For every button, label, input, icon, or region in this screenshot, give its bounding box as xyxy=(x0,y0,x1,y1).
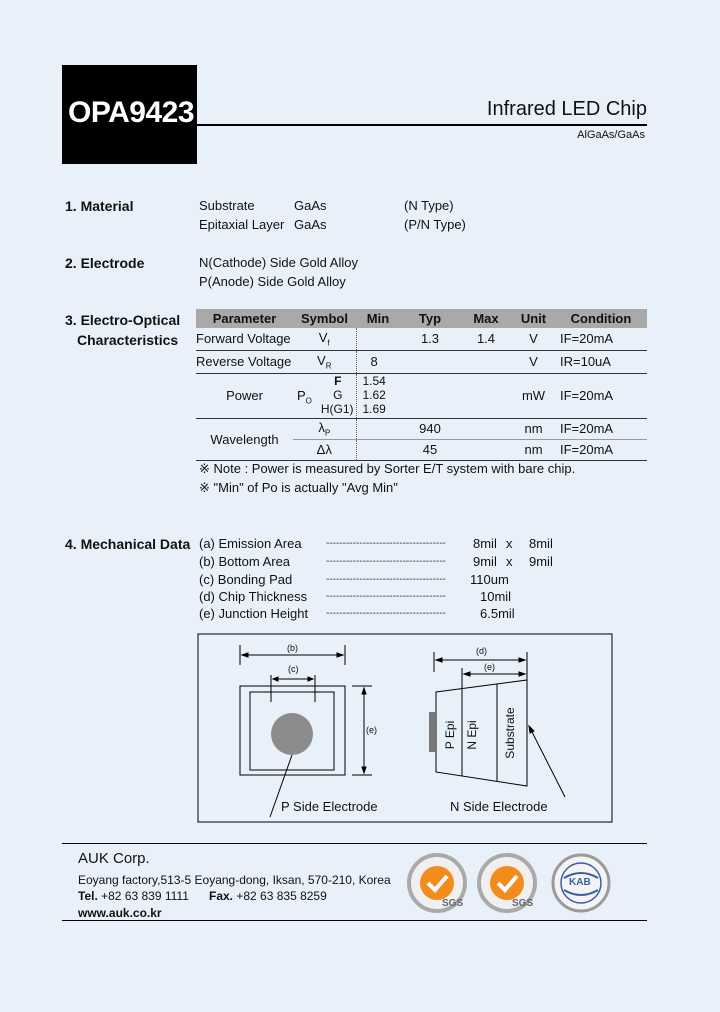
bonding-pad xyxy=(271,713,313,755)
footer-bottom-line xyxy=(62,920,647,921)
wavelength-peak-typ: 940 xyxy=(400,418,460,439)
grade-h: H(G1) xyxy=(320,401,354,416)
company-name: AUK Corp. xyxy=(78,850,150,867)
product-title: Infrared LED Chip xyxy=(486,98,647,120)
n-electrode-pad xyxy=(429,712,435,752)
bottom-area-label: (b) Bottom Area xyxy=(199,554,291,569)
electrode-n-side: N(Cathode) Side Gold Alloy xyxy=(199,255,358,270)
wavelength-peak-symbol: $\lambda_P$ xyxy=(293,418,356,439)
material-type: AlGaAs/GaAs xyxy=(577,129,645,141)
material-heading: 1. Material xyxy=(65,198,134,214)
wavelength-width-symbol: Δλ xyxy=(316,442,332,457)
forward-symbol: $V_f$ xyxy=(318,329,330,348)
col-typ: Typ xyxy=(400,309,460,328)
dim-b-label: (b) xyxy=(287,643,298,653)
wavelength-width-unit: nm xyxy=(524,442,543,457)
wavelength-peak-cond: IF=20mA xyxy=(555,418,647,439)
forward-param: Forward Voltage xyxy=(196,331,291,347)
cert-badge-1-label: SGS xyxy=(442,898,464,909)
wavelength-peak-unit: nm xyxy=(512,418,555,439)
bottom-area-x: x xyxy=(506,554,513,569)
chip-thickness-dash: ------------------------------------ xyxy=(326,591,446,602)
power-param: Power xyxy=(226,388,263,403)
chip-thickness-v1: 10mil xyxy=(480,589,512,604)
company-address: Eoyang factory,513-5 Eoyang-dong, Iksan, 570-210, Korea xyxy=(78,873,391,887)
bonding-pad-v1: 110um xyxy=(470,572,509,587)
reverse-cond: IR=10uA xyxy=(560,354,611,369)
wavelength-width-cond: IF=20mA xyxy=(560,442,614,457)
bottom-area-dash: ------------------------------------ xyxy=(326,556,446,567)
substrate-type: (N Type) xyxy=(404,198,454,213)
grade-g: G xyxy=(333,387,343,402)
dim-e-left-label: (e) xyxy=(366,725,377,735)
col-unit: Unit xyxy=(512,309,555,328)
epitaxial-label: Epitaxial Layer xyxy=(199,217,285,232)
power-unit: mW xyxy=(521,388,546,403)
power-min-h: 1.69 xyxy=(362,401,386,416)
chip-thickness-label: (d) Chip Thickness xyxy=(199,589,308,604)
company-phone: Tel. +82 63 839 1111 xyxy=(78,889,189,903)
emission-area-v2: 8mil xyxy=(529,536,553,551)
reverse-unit: V xyxy=(529,354,538,369)
company-fax: Fax. +82 63 835 8259 xyxy=(209,889,327,903)
epitaxial-value: GaAs xyxy=(294,217,327,232)
emission-area-x: x xyxy=(506,536,513,551)
bottom-area-v1: 9mil xyxy=(473,554,497,569)
n-epi-label: N Epi xyxy=(465,720,479,750)
epitaxial-type: (P/N Type) xyxy=(404,217,466,232)
emission-area-v1: 8mil xyxy=(473,536,497,551)
note-power: ※ Note : Power is measured by Sorter E/T system with bare chip. xyxy=(199,461,576,476)
junction-height-dash: ------------------------------------ xyxy=(326,608,446,619)
col-condition: Condition xyxy=(555,309,647,328)
forward-typ: 1.3 xyxy=(420,331,440,347)
part-number: OPA9423 xyxy=(68,96,195,129)
substrate-label-diagram: Substrate xyxy=(503,707,517,759)
wavelength-param: Wavelength xyxy=(196,418,293,460)
characteristics-heading: Characteristics xyxy=(77,332,179,348)
reverse-symbol: $V_R$ xyxy=(317,352,332,371)
wavelength-width-typ: 45 xyxy=(422,442,438,457)
reverse-min: 8 xyxy=(356,350,400,373)
col-min: Min xyxy=(356,309,400,328)
emission-area-dash: ------------------------------------ xyxy=(326,538,446,549)
bonding-pad-label: (c) Bonding Pad xyxy=(199,572,293,587)
col-max: Max xyxy=(460,309,512,328)
reverse-param: Reverse Voltage xyxy=(196,354,292,369)
footer-top-line xyxy=(62,843,647,844)
dim-d-label: (d) xyxy=(476,646,487,656)
cert-badge-kab-label: KAB xyxy=(569,877,591,888)
electro-optical-heading: 3. Electro-Optical xyxy=(65,312,181,328)
forward-unit: V xyxy=(529,331,538,347)
dim-c-label: (c) xyxy=(288,664,299,674)
dim-e-right-label: (e) xyxy=(484,662,495,672)
diagram-frame xyxy=(198,634,612,822)
top-view xyxy=(240,645,372,817)
emission-area-label: (a) Emission Area xyxy=(199,536,302,551)
col-parameter: Parameter xyxy=(196,309,293,328)
bonding-pad-dash: ------------------------------------ xyxy=(326,574,446,585)
forward-cond: IF=20mA xyxy=(560,331,614,347)
cert-badge-2-label: SGS xyxy=(512,898,534,909)
mechanical-heading: 4. Mechanical Data xyxy=(65,536,191,552)
power-symbol: $P_O$ xyxy=(297,387,312,406)
p-epi-label: P Epi xyxy=(443,720,457,750)
grade-f: F xyxy=(334,373,342,388)
electrode-p-side: P(Anode) Side Gold Alloy xyxy=(199,274,346,289)
electrode-heading: 2. Electrode xyxy=(65,255,145,271)
substrate-label: Substrate xyxy=(199,198,255,213)
substrate-value: GaAs xyxy=(294,198,327,213)
forward-max: 1.4 xyxy=(476,331,496,347)
bottom-area-v2: 9mil xyxy=(529,554,553,569)
power-min-f: 1.54 xyxy=(362,373,386,388)
company-website[interactable]: www.auk.co.kr xyxy=(78,906,162,920)
col-symbol: Symbol xyxy=(293,309,356,328)
p-side-electrode-label: P Side Electrode xyxy=(281,799,378,814)
note-min: ※ "Min" of Po is actually "Avg Min" xyxy=(199,480,398,495)
power-min-g: 1.62 xyxy=(362,387,386,402)
power-cond: IF=20mA xyxy=(560,388,614,403)
n-side-electrode-label: N Side Electrode xyxy=(450,799,548,814)
junction-height-v1: 6.5mil xyxy=(480,606,515,621)
junction-height-label: (e) Junction Height xyxy=(199,606,309,621)
